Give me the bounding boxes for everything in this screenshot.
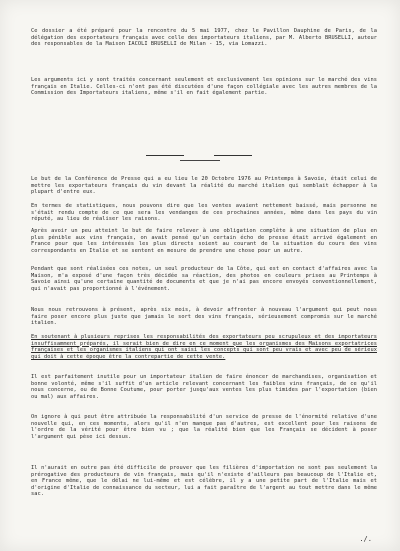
section-separator — [140, 151, 260, 163]
body-paragraph: Pendant que sont réalisées ces notes, un seul producteur de la Côte, qui est en contact d'affaires avec la Maison, m'a exposé d'une façon très décidée sa réaction, des photos en couleurs prises au Printemps à Savoie ainsi qu'une certaine quantité de documents et que je n'ai pas encore envoyés conventionnellement, qui n'avait pas proportionné à l'événement. — [31, 266, 377, 292]
note-paragraph: Les arguments ici y sont traités concernant seulement et exclusivement les opinions sur le marché des vins français en Italie. Celles-ci n'ont pas été discutées d'une façon collégiale avec les autres membres de la Commission des Importateurs italiens, même s'il en fait également partie. — [31, 77, 377, 97]
underlined-paragraph: En soutenant à plusieurs reprises les responsabilités des exportateurs peu scrupuleux et des importateurs insuffisamment préparés, il serait bien de dire en ce moment que les organismes des Maisons exportatrices françaises et les organismes italiens qui ont saisi les concepts qui sont peu vrais et avec peu de sérieux qui doit à cette époque être la contrepartie de cette vente. — [31, 334, 377, 360]
body-paragraph: Après avoir un peu atteint le but de faire relever à une obligation complète à une situation de plus en plus pénible aux vins français, on avait pensé qu'un certain écho de presse était arrivé également en France pour que les intéressés les plus directs soient au courant de la situation du cours des vins correspondants en Italie et se sentent en mesure de prendre une chose pour un autre. — [31, 228, 377, 254]
body-paragraph: Il n'aurait en outre pas été difficile de prouver que les filières d'importation ne sont pas seulement la prérogative des producteurs de vin français, mais qu'il n'existe d'ailleurs pas beaucoup de l'Italie et, en France même, que le délai ne lui-même et est célèbre, il y a une petite part de l'Italie mais et d'origine d'Italie de connaissance du secteur, lui a fait paraître de l'argent au tout mettre dans le même sac. — [31, 465, 377, 498]
page-continuation-mark: ./. — [359, 535, 372, 543]
body-paragraph: En termes de statistiques, nous pouvons dire que les ventes avaient nettement baissé, mais personne ne s'était rendu compte de ce que sera les vendanges de ces prochaines années, même dans les pays du vin réputé, au lieu de réaliser les raisons. — [31, 203, 377, 223]
body-paragraph: Nous nous retrouvons à présent, après six mois, à devoir affronter à nouveau l'argument qui peut nous faire poser encore plus juste que jamais le sort des vins français, sérieusement compromis sur le marché italien. — [31, 307, 377, 327]
intro-paragraph: Ce dossier a été préparé pour la rencontre du 5 mai 1977, chez le Pavillon Dauphine de Paris, de la délégation des exportateurs français avec celle des importateurs italiens, par M. Alberto BRUSELLI, auteur des responsables de la Maison IACOLI BRUSELLI de Milan - 15, via Lomazzi. — [31, 28, 377, 48]
body-paragraph: Il est parfaitement inutile pour un importateur italien de faire énoncer de marchandises, organisation et bonne volonté, même s'il suffit d'un article relevant concernant les faibles vins français, de ce qu'il nous concerne, ou de Bonne Coutume, pour porter jusqu'aux ventes les plus timides par l'exportation (bien ou mal) aux affaires. — [31, 374, 377, 400]
body-paragraph: Le but de la Conférence de Presse qui a eu lieu le 20 Octobre 1976 au Printemps à Savoie, était celui de mettre les exportateurs français du vin devant la réalité du marché italien qui semblait échapper à la plupart d'entre eux. — [31, 176, 377, 196]
body-paragraph: On ignore à qui peut être attribuée la responsabilité d'un service de presse de l'énormité relative d'une nouvelle qui, en ces moments, alors qu'il n'en manque pas d'autres, est excellent pour les raisons de l'ordre de la vérité pour être bien vu ; que la réalité bien que les Français se décident à poser l'argument qui pèse ici dessus. — [31, 414, 377, 440]
